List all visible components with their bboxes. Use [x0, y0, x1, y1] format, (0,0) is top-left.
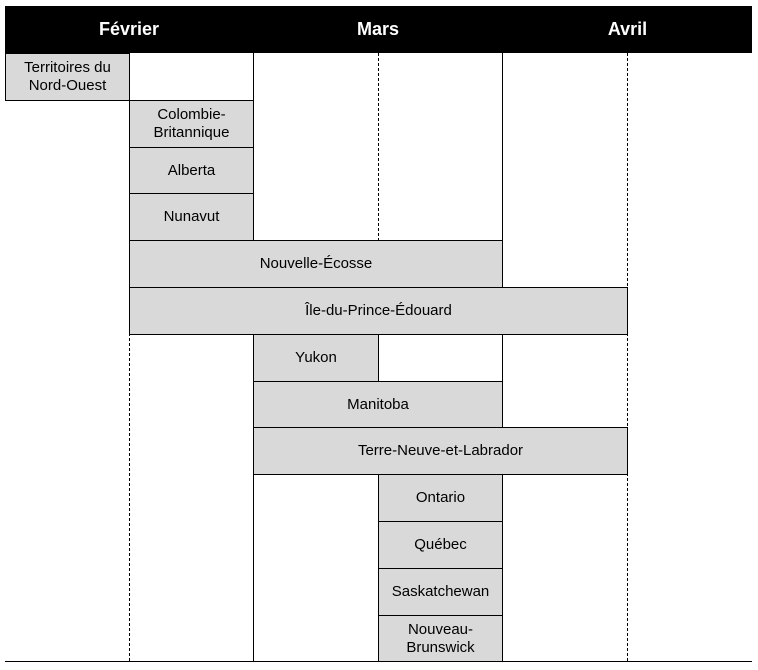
- province-bar: Territoires du Nord-Ouest: [5, 53, 130, 101]
- province-bar: Yukon: [253, 334, 379, 382]
- midmonth-guide-avril: [627, 53, 628, 661]
- province-bar: Saskatchewan: [378, 568, 503, 616]
- province-bar: Île-du-Prince-Édouard: [129, 287, 628, 335]
- province-bar: Québec: [378, 521, 503, 569]
- province-bar: Nouvelle-Écosse: [129, 240, 503, 288]
- province-bar: Alberta: [129, 147, 254, 194]
- month-header-fevrier: Février: [5, 6, 253, 53]
- month-header-mars: Mars: [254, 6, 502, 53]
- province-bar: Manitoba: [253, 381, 503, 428]
- month-header-avril: Avril: [503, 6, 752, 53]
- province-bar: Colombie- Britannique: [129, 100, 254, 148]
- province-bar: Nouveau- Brunswick: [378, 615, 503, 662]
- province-bar: Nunavut: [129, 193, 254, 241]
- province-bar: Terre-Neuve-et-Labrador: [253, 427, 628, 475]
- province-bar: Ontario: [378, 474, 503, 522]
